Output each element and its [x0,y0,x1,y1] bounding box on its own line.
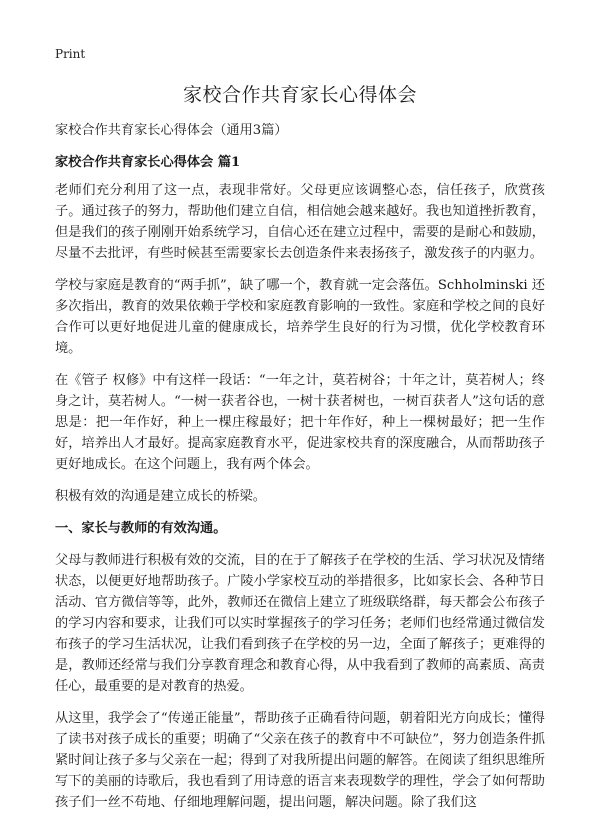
article-heading: 家校合作共育家长心得体会 篇1 [55,155,241,170]
paragraph-2: 学校与家庭是教育的“两手抓”，缺了哪一个，教育就一定会落伍。Schholminski 还多次指出，教育的效果依赖于学校和家庭教育影响的一致性。家庭和学校之间的良好合作可以更好地促进儿童的健康成长，培养学生良好的行为习惯，优化学校教育环境。 [55,278,545,356]
paragraph-4: 积极有效的沟通是建立成长的桥梁。 [55,489,266,504]
document-subtitle: 家校合作共育家长心得体会（通用3篇） [55,123,288,138]
section-paragraph-1: 父母与教师进行积极有效的交流，目的在于了解孩子在学校的生活、学习状况及情绪状态，以便更好地帮助孩子。广陵小学家校互动的举措很多，比如家长会、各种节日活动、官方微信等等，此外，教师还在微信上建立了班级联络群，每天都会公布孩子的学习内容和要求，让我们可以实时掌握孩子的学习任务；老师们也经常通过微信发布孩子的学习生活状况，让我们看到孩子在学校的另一边，全面了解孩子；更难得的是，教师还经常与我们分享教育理念和教育心得，从中我看到了教师的高素质、高责任心，最重要的是对教育的热爱。 [55,553,545,694]
document-body [55,120,545,824]
paragraph-3: 在《管子 权修》中有这样一段话：“一年之计，莫若树谷；十年之计，莫若树人；终身之计，莫若树人。“一树一获者谷也，一树十获者树也，一树百获者人”这句话的意思是：把一年作好，种上一棵庄稼最好；把十年作好，种上一棵树最好；把一生作好，培养出人才最好。提高家庭教育水平，促进家校共育的深度融合，从而帮助孩子更好地成长。在这个问题上，我有两个体会。 [55,373,545,472]
document-title: 家校合作共育家长心得体会 [182,84,417,106]
section-paragraph-2: 从这里，我学会了“传递正能量”，帮助孩子正确看待问题，朝着阳光方向成长；懂得了读书对孩子成长的重要；明确了“父亲在孩子的教育中不可缺位”，努力创造条件抓紧时间让孩子多与父亲在一起；得到了对我所提出问题的解答。在阅读了组织思维所写下的美丽的诗歌后，我也看到了用诗意的语言来表现数学的理性，学会了如何帮助孩子们一丝不苟地、仔细地理解问题，提出问题，解决问题。除了我们这 [55,711,545,810]
section-heading: 一、家长与教师的有效沟通。 [55,521,227,536]
paragraph-1: 老师们充分利用了这一点，表现非常好。父母更应该调整心态，信任孩子，欣赏孩子。通过孩子的努力，帮助他们建立自信，相信她会越来越好。我也知道挫折教育，但是我们的孩子刚刚开始系统学习，自信心还在建立过程中，需要的是耐心和鼓励，尽量不去批评，有些时候甚至需要家长去创造条件来表扬孩子，激发孩子的内驱力。 [55,183,545,261]
print-link[interactable]: Print [55,47,86,61]
